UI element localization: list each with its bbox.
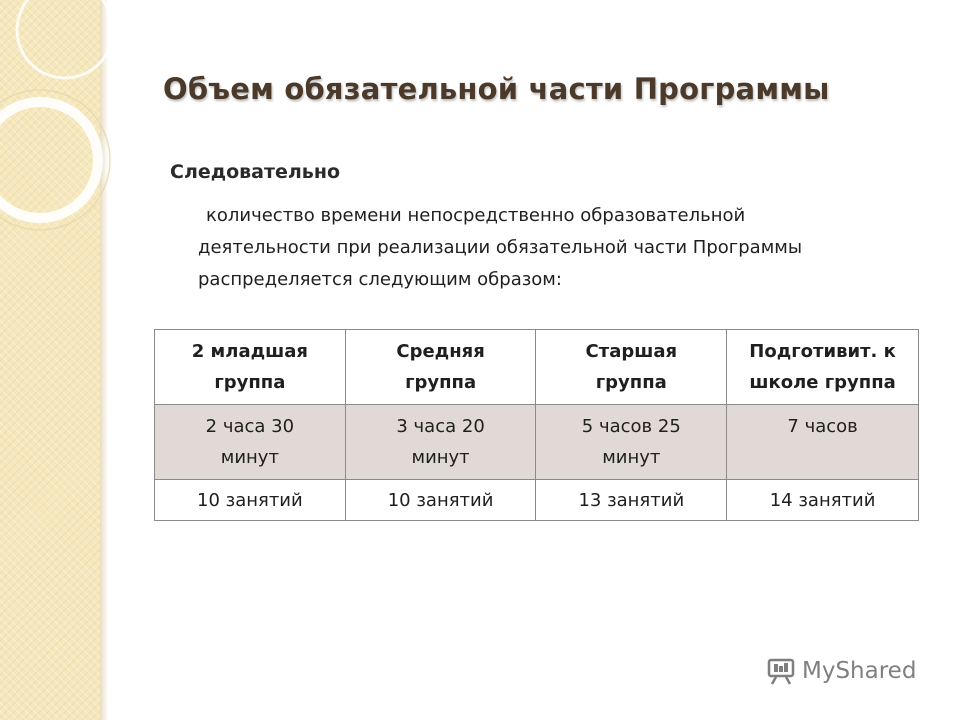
lessons-cell: 10 занятий bbox=[155, 480, 346, 521]
header-line: школе группа bbox=[749, 372, 896, 393]
presentation-board-icon bbox=[766, 656, 796, 686]
hours-cell bbox=[345, 405, 536, 480]
cell-line: 2 часа 30 bbox=[205, 416, 295, 437]
header-line: Старшая bbox=[585, 341, 678, 362]
slide-subtitle: Следовательно bbox=[170, 161, 340, 183]
hours-cell bbox=[155, 405, 346, 480]
paragraph-line: количество времени непосредственно образовательной bbox=[206, 205, 746, 226]
table-row bbox=[155, 480, 919, 521]
watermark-text: MyShared bbox=[802, 658, 917, 684]
header-line: группа bbox=[214, 372, 286, 393]
hours-cell bbox=[536, 405, 727, 480]
slide-title: Объем обязательной части Программы bbox=[163, 72, 830, 106]
cell-line: 7 часов bbox=[787, 416, 858, 437]
table-row bbox=[155, 405, 919, 480]
header-line: Средняя bbox=[396, 341, 485, 362]
header-cell bbox=[536, 330, 727, 405]
watermark-logo bbox=[766, 656, 916, 686]
cell-line: минут bbox=[602, 447, 661, 468]
cell-line: минут bbox=[220, 447, 279, 468]
header-cell bbox=[727, 330, 919, 405]
body-paragraph bbox=[198, 200, 938, 296]
paragraph-line: деятельности при реализации обязательной части Программы bbox=[198, 237, 803, 258]
header-line: Подготивит. к bbox=[749, 341, 896, 362]
header-cell bbox=[155, 330, 346, 405]
lessons-cell: 14 занятий bbox=[727, 480, 919, 521]
header-line: группа bbox=[595, 372, 667, 393]
header-cell bbox=[345, 330, 536, 405]
cell-line: 5 часов 25 bbox=[581, 416, 681, 437]
cell-line: 3 часа 20 bbox=[396, 416, 485, 437]
paragraph-line: распределяется следующим образом: bbox=[198, 269, 562, 290]
header-line: группа bbox=[405, 372, 477, 393]
cell-line: минут bbox=[411, 447, 470, 468]
hours-cell bbox=[727, 405, 919, 480]
header-line: 2 младшая bbox=[191, 341, 308, 362]
lessons-cell: 10 занятий bbox=[345, 480, 536, 521]
table-header-row bbox=[155, 330, 919, 405]
lessons-cell: 13 занятий bbox=[536, 480, 727, 521]
schedule-table bbox=[154, 329, 919, 521]
decorative-circles bbox=[0, 0, 140, 240]
